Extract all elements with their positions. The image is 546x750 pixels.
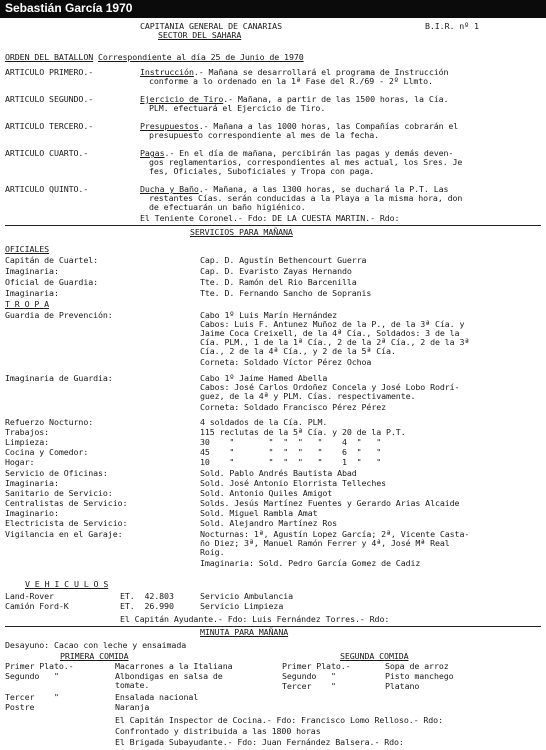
order-title [5,53,304,62]
misc-label-9: Centralistas de Servicio: [5,498,128,508]
first-dish-2b: tomate. [115,680,150,690]
misc-label-7: Imaginaria: [5,478,59,488]
org-line-2: SECTOR DEL SAHARA [158,30,242,40]
misc-value-11: Sold. Alejandro Martínez Ros [200,518,338,528]
menu-signature-2: Confrontado y distribuida a las 1800 horas [115,726,321,736]
misc-value-6: Sold. Pablo Andrés Bautista Abad [200,468,357,478]
guardia-prevencion-line-3: Jaime Coca Creixell, de la 4ª Cía., Soldados: 3 de la [200,328,460,338]
article-1-line-2: conforme a lo ordenado en la 1ª Fase del R./69 - 2º Llmto. [149,76,433,86]
misc-value-4: 45 " " " " " 6 " " [200,447,382,457]
first-meal-heading: PRIMERA COMIDA [60,651,129,661]
vigilancia-line-4: Imaginaria: Sold. Pedro García Gomez de Cadiz [200,558,421,568]
imaginaria-guardia-line-1: Cabo 1º Jaime Hamed Abella [200,373,328,383]
vehicle-plate-2: ET. 26.990 [120,601,174,611]
vigilancia-line-1: Nocturnas: 1ª, Agustín Lopez García; 2ª, Vicente Casta- [200,529,470,539]
vehicle-plate-1: ET. 42.803 [120,591,174,601]
misc-value-5: 10 " " " " " 1 " " [200,457,382,467]
imaginaria-guardia-line-3: guez, de la 4ª y PLM. Cías. respectivamente. [200,391,416,401]
article-4-label: ARTICULO CUARTO.- [5,148,89,158]
first-dish-1: Macarrones a la Italiana [115,661,233,671]
officers-heading: OFICIALES [5,244,50,254]
order-title-prefix: ORDEN DEL BATALLON [5,52,94,62]
article-3-label: ARTICULO TERCERO.- [5,121,94,131]
article-5-text: .- Mañana, a las 1300 horas, se duchará la P.T. Las [198,184,449,194]
order-signature: El Teniente Coronel.- Fdo: DE LA CUESTA MARTIN.- Rdo: [140,213,400,223]
article-4-topic: Pagas [140,148,165,158]
officer-role-2: Imaginaria: [5,266,59,276]
misc-label-6: Servicio de Oficinas: [5,468,108,478]
misc-value-3: 30 " " " " " 4 " " [200,437,382,447]
officer-role-3: Oficial de Guardia: [5,277,99,287]
imaginaria-guardia-line-2: Cabos: José Carlos Ordoñez Concela y José Lobo Rodrí- [200,382,460,392]
misc-label-3: Limpieza: [5,437,50,447]
guardia-prevencion-line-2: Cabos: Luis F. Antunez Muñoz de la P., de la 3ª Cía. y [200,319,465,329]
second-dish-3: Platano [385,681,420,691]
first-course-3: Tercer " [5,692,59,702]
officer-role-1: Capitán de Cuartel: [5,255,99,265]
misc-label-11: Electricista de Servicio: [5,518,128,528]
second-course-2: Segundo " [282,671,336,681]
misc-label-1: Refuerzo Nocturno: [5,417,94,427]
article-5-label: ARTICULO QUINTO.- [5,184,89,194]
misc-value-1: 4 soldados de la Cía. PLM. [200,417,328,427]
unit-code: B.I.R. nº 1 [425,21,479,31]
imaginaria-guardia-line-4: Corneta: Soldado Francisco Pérez Pérez [200,402,387,412]
article-5-line-2: restantes Cías. serán conducidas a la Playa a la misma hora, don [149,193,463,203]
article-5-line-3: de efectuarán un baño higiénico. [149,202,306,212]
article-4-line-3: fes, Oficiales, Suboficiales y Tropa con paga. [149,166,375,176]
officer-name-4: Tte. D. Fernando Sancho de Sopranis [200,288,372,298]
second-course-3: Tercer " [282,681,336,691]
misc-value-8: Sold. Antonio Quiles Amigot [200,488,333,498]
guardia-prevencion-line-6: Corneta: Soldado Víctor Pérez Ochoa [200,357,372,367]
article-1-text: .- Mañana se desarrollará el programa de Instrucción [193,67,449,77]
second-meal-heading: SEGUNDA COMIDA [340,651,409,661]
second-dish-1: Sopa de arroz [385,661,449,671]
misc-value-10: Sold. Miguel Rambla Amat [200,508,318,518]
first-dish-4: Naranja [115,702,150,712]
vigilancia-line-3: Roig. [200,547,225,557]
author-stamp-bar [0,0,546,18]
guardia-prevencion-line-1: Cabo 1º Luis Marín Hernández [200,310,338,320]
menu-title: MINUTA PARA MAÑANA [200,627,289,637]
vehicle-name-2: Camión Ford-K [5,601,69,611]
vigilancia-line-2: ño Diez; 3ª, Manuel Ramón Ferrer y 4ª, José Mª Real [200,538,450,548]
misc-label-2: Trabajos: [5,427,50,437]
misc-value-7: Sold. José Antonio Elorrista Telleches [200,478,387,488]
org-line-1: CAPITANIA GENERAL DE CANARIAS [140,21,282,31]
vigilancia-label: Vigilancia en el Garaje: [5,529,123,539]
vehicles-signature: El Capitán Ayudante.- Fdo: Luis Fernández Torres.- Rdo: [120,614,390,624]
misc-value-2: 115 reclutas de la 5ª Cía. y 20 de la P.T. [200,427,406,437]
misc-value-9: Solds. Jesús Martínez Fuentes y Gerardo Arias Alcaide [200,498,460,508]
guardia-prevencion-line-5: Cía., 2 de la 4ª Cía., y 2 de la 5ª Cía. [200,346,396,356]
imaginaria-guardia-label: Imaginaria de Guardia: [5,373,113,383]
misc-label-4: Cocina y Comedor: [5,447,89,457]
first-dish-3: Ensalada nacional [115,692,199,702]
officer-name-2: Cap. D. Evaristo Zayas Hernando [200,266,352,276]
second-course-1: Primer Plato.- [282,661,351,671]
author-stamp: Sebastián García 1970 [5,1,133,15]
article-2-topic: Ejercicio de Tiro [140,94,224,104]
article-4-text: .- En el día de mañana, percibirán las pagas y demás deven- [164,148,454,158]
article-2-label: ARTICULO SEGUNDO.- [5,94,94,104]
troops-heading: T R O P A [5,299,50,309]
divider-1 [5,225,541,226]
first-course-4: Postre [5,702,35,712]
vehicle-name-1: Land-Rover [5,591,54,601]
order-title-rest: Correspondiente al día 25 de Junio de 1970 [98,52,304,62]
second-dish-2: Pisto manchego [385,671,454,681]
article-1-topic: Instrucción [140,67,194,77]
vehicles-heading: V E H I C U L O S [25,579,109,589]
first-dish-2: Albondigas en salsa de [115,671,223,681]
guardia-prevencion-line-4: Cía. PLM., 1 de la 1ª Cía., 2 de la 2ª Cía., 2 de la 3ª [200,337,470,347]
officer-name-3: Tte. D. Ramón del Rio Barcenilla [200,277,357,287]
article-2-line-2: PLM. efectuará el Ejercicio de Tiro. [149,103,326,113]
article-3-text: .- Mañana a las 1000 horas, las Compañías cobrarán el [198,121,459,131]
misc-label-10: Imaginario: [5,508,59,518]
article-4-line-2: gos reglamentarios, correspondientes al mes actual, los Sres. Je [149,157,463,167]
services-title: SERVICIOS PARA MAÑANA [190,227,293,237]
first-course-1: Primer Plato.- [5,661,74,671]
vehicle-use-2: Servicio Limpieza [200,601,284,611]
misc-label-8: Sanitario de Servicio: [5,488,113,498]
article-3-topic: Presupuestos [140,121,199,131]
officer-name-1: Cap. D. Agustín Bethencourt Guerra [200,255,367,265]
vehicle-use-1: Servicio Ambulancia [200,591,294,601]
menu-signature-3: El Brigada Subayudante.- Fdo: Juan Fernández Balsera.- Rdo: [115,737,404,747]
article-2-text: .- Mañana, a partir de las 1500 horas, la Cía. [223,94,449,104]
article-1-label: ARTICULO PRIMERO.- [5,67,94,77]
article-5-topic: Ducha y Baño [140,184,199,194]
article-3-line-2: presupuesto correspondiente al mes de la fecha. [149,130,380,140]
guardia-prevencion-label: Guardia de Prevención: [5,310,113,320]
misc-label-5: Hogar: [5,457,35,467]
first-course-2: Segundo " [5,671,59,681]
menu-breakfast: Desayuno: Cacao con leche y ensaimada [5,640,187,650]
officer-role-4: Imaginaria: [5,288,59,298]
menu-signature-1: El Capitán Inspector de Cocina.- Fdo: Francisco Lomo Relloso.- Rdo: [115,715,443,725]
